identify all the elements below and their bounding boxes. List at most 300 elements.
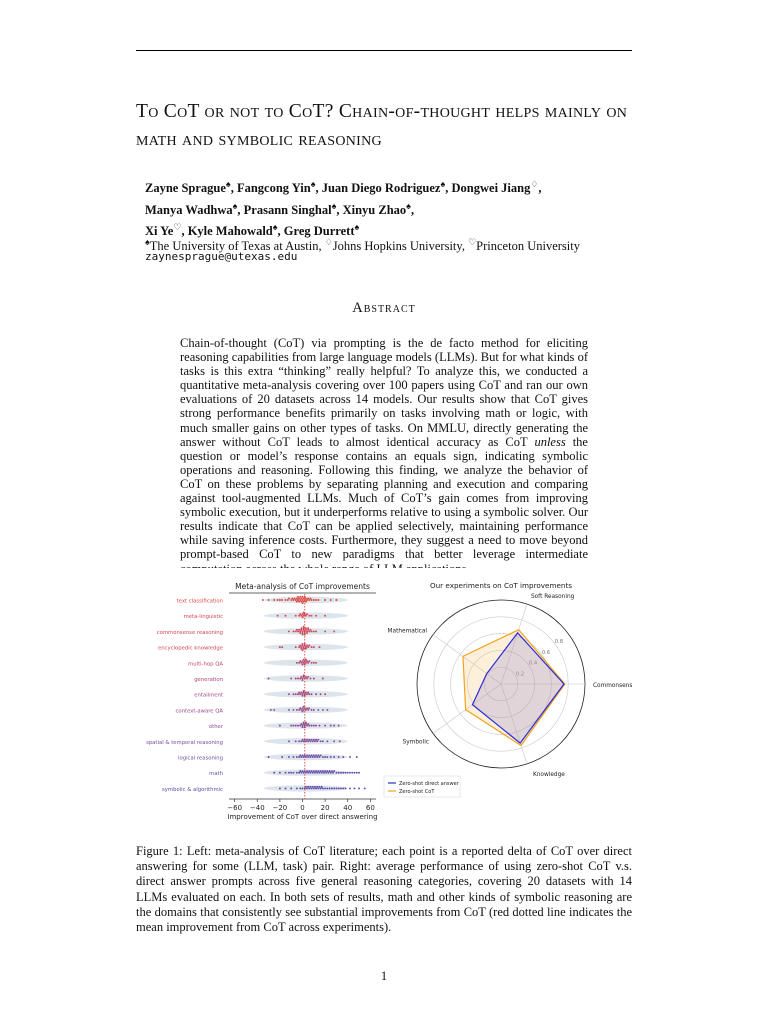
data-point bbox=[298, 740, 300, 742]
data-point bbox=[322, 678, 324, 680]
data-point bbox=[277, 615, 279, 617]
data-point bbox=[302, 770, 304, 772]
left-chart-title: Meta-analysis of CoT improvements bbox=[235, 582, 370, 591]
data-point bbox=[300, 772, 302, 774]
data-point bbox=[317, 599, 319, 601]
category-label: context-aware QA bbox=[175, 708, 223, 715]
data-point bbox=[279, 772, 281, 774]
data-point bbox=[287, 599, 289, 601]
data-point bbox=[306, 678, 308, 680]
data-point bbox=[303, 648, 305, 650]
data-point bbox=[306, 645, 308, 647]
figure-1 bbox=[134, 568, 632, 822]
data-point bbox=[302, 660, 304, 662]
data-point bbox=[300, 615, 302, 617]
abstract-emphasis: unless bbox=[534, 434, 566, 449]
data-point bbox=[317, 709, 319, 711]
data-point bbox=[305, 659, 307, 661]
data-point bbox=[311, 787, 313, 789]
data-point bbox=[315, 754, 317, 756]
data-point bbox=[299, 660, 301, 662]
data-point bbox=[324, 615, 326, 617]
data-point bbox=[329, 770, 331, 772]
data-point bbox=[281, 599, 283, 601]
data-point bbox=[305, 676, 307, 678]
data-point bbox=[315, 725, 317, 727]
author-separator: , bbox=[336, 202, 343, 217]
data-point bbox=[349, 772, 351, 774]
radar-tick-label: 0.8 bbox=[554, 639, 564, 646]
data-point bbox=[315, 787, 317, 789]
data-point bbox=[302, 599, 304, 601]
radar-tick-label: 0.4 bbox=[528, 660, 538, 667]
data-point bbox=[307, 709, 309, 711]
data-point bbox=[311, 754, 313, 756]
data-point bbox=[333, 725, 335, 727]
data-point bbox=[300, 692, 302, 694]
data-point bbox=[296, 629, 298, 631]
data-point bbox=[340, 772, 342, 774]
data-point bbox=[330, 599, 332, 601]
category-label: entailment bbox=[194, 692, 223, 699]
data-point bbox=[354, 772, 356, 774]
data-point bbox=[305, 648, 307, 650]
data-point bbox=[311, 725, 313, 727]
data-point bbox=[329, 787, 331, 789]
affiliation-mark: ♠ bbox=[145, 237, 150, 247]
data-point bbox=[305, 627, 307, 629]
data-point bbox=[338, 787, 340, 789]
data-point bbox=[299, 754, 301, 756]
data-point bbox=[331, 770, 333, 772]
data-point bbox=[295, 693, 297, 695]
data-point bbox=[315, 630, 317, 632]
data-point bbox=[326, 787, 328, 789]
data-point bbox=[324, 725, 326, 727]
data-point bbox=[313, 662, 315, 664]
data-point bbox=[316, 772, 318, 774]
data-point bbox=[285, 772, 287, 774]
author-name: Fangcong Yin bbox=[236, 181, 311, 196]
data-point bbox=[307, 740, 309, 742]
data-point bbox=[309, 597, 311, 599]
page-number: 1 bbox=[380, 969, 388, 983]
data-point bbox=[299, 645, 301, 647]
data-point bbox=[298, 597, 300, 599]
data-point bbox=[307, 676, 309, 678]
affiliation-mark: ♡ bbox=[468, 237, 477, 247]
author-separator: , bbox=[445, 181, 452, 196]
data-point bbox=[317, 787, 319, 789]
data-point bbox=[302, 739, 304, 741]
data-point bbox=[303, 626, 305, 628]
data-point bbox=[306, 770, 308, 772]
data-point bbox=[302, 616, 304, 618]
data-point bbox=[308, 787, 310, 789]
data-point bbox=[317, 754, 319, 756]
radar-axis-label: Knowledge bbox=[532, 771, 565, 778]
data-point bbox=[293, 599, 295, 601]
data-point bbox=[295, 630, 297, 632]
data-point bbox=[298, 646, 300, 648]
author-name: Manya Wadhwa bbox=[145, 202, 233, 217]
author-separator: , bbox=[538, 181, 542, 196]
data-point bbox=[305, 740, 307, 742]
data-point bbox=[302, 643, 304, 645]
data-point bbox=[338, 725, 340, 727]
data-point bbox=[299, 599, 301, 601]
author-separator: , bbox=[230, 181, 237, 196]
data-point bbox=[298, 629, 300, 631]
x-tick-label: 40 bbox=[343, 804, 353, 812]
data-point bbox=[302, 707, 304, 709]
data-point bbox=[313, 725, 315, 727]
author-name: Zayne Sprague bbox=[145, 181, 226, 196]
data-point bbox=[299, 678, 301, 680]
data-point bbox=[302, 754, 304, 756]
data-point bbox=[299, 787, 301, 789]
data-point bbox=[335, 599, 337, 601]
category-label: other bbox=[208, 724, 223, 731]
data-point bbox=[307, 692, 309, 694]
radar-axis-label: Mathematical bbox=[387, 628, 428, 635]
abstract-text-2: the question or model’s response contains an equals sign, indicating symbolic operations and reasoning. Following this finding, we analyze the behavior of CoT on these problems by separating planning and execution and comparing against tool-augmented LLMs. Much of CoT’s gain comes from improving symbolic execution, but it underperforms relative to using a symbolic solver. Our results indicate that CoT can be applied selectively, maintaining performance while saving inference costs. Furthermore, they suggest a need to move beyond prompt-based CoT to new paradigms that better leverage intermediate bbox=[180, 434, 588, 562]
author-list bbox=[145, 176, 625, 241]
data-point bbox=[317, 739, 319, 741]
data-point bbox=[305, 601, 307, 603]
data-point bbox=[345, 787, 347, 789]
data-point bbox=[319, 786, 321, 788]
data-point bbox=[333, 740, 335, 742]
data-point bbox=[300, 601, 302, 603]
data-point bbox=[315, 693, 317, 695]
data-point bbox=[319, 725, 321, 727]
data-point bbox=[351, 772, 353, 774]
data-point bbox=[302, 663, 304, 665]
data-point bbox=[288, 630, 290, 632]
data-point bbox=[297, 599, 299, 601]
data-point bbox=[309, 786, 311, 788]
category-label: commonsense reasoning bbox=[156, 629, 223, 636]
author-affiliation-mark: ♠ bbox=[406, 200, 411, 211]
data-point bbox=[273, 709, 275, 711]
data-point bbox=[302, 602, 304, 604]
data-point bbox=[296, 787, 298, 789]
data-point bbox=[313, 709, 315, 711]
data-point bbox=[332, 772, 334, 774]
data-point bbox=[279, 646, 281, 648]
data-point bbox=[299, 632, 301, 634]
data-point bbox=[299, 613, 301, 615]
data-point bbox=[342, 772, 344, 774]
data-point bbox=[313, 739, 315, 741]
x-tick-label: 60 bbox=[365, 804, 375, 812]
data-point bbox=[356, 756, 358, 758]
data-point bbox=[298, 772, 300, 774]
x-tick-label: 20 bbox=[320, 804, 330, 812]
data-point bbox=[311, 693, 313, 695]
data-point bbox=[331, 787, 333, 789]
data-point bbox=[324, 599, 326, 601]
data-point bbox=[306, 725, 308, 727]
data-point bbox=[319, 772, 321, 774]
data-point bbox=[295, 678, 297, 680]
data-point bbox=[307, 772, 309, 774]
data-point bbox=[335, 772, 337, 774]
data-point bbox=[279, 725, 281, 727]
data-point bbox=[297, 630, 299, 632]
data-point bbox=[308, 693, 310, 695]
data-point bbox=[342, 787, 344, 789]
data-point bbox=[300, 597, 302, 599]
author-affiliation-mark: ♠ bbox=[310, 179, 316, 189]
x-tick-label: 0 bbox=[300, 804, 305, 812]
data-point bbox=[308, 739, 310, 741]
data-point bbox=[349, 787, 351, 789]
data-point bbox=[302, 613, 304, 615]
data-point bbox=[295, 725, 297, 727]
x-tick-label: −20 bbox=[272, 804, 288, 812]
radar-axis-label: Commonsense bbox=[593, 683, 632, 689]
data-point bbox=[305, 709, 307, 711]
data-point bbox=[320, 787, 322, 789]
data-point bbox=[312, 756, 314, 758]
data-point bbox=[305, 615, 307, 617]
data-point bbox=[333, 770, 335, 772]
figure-1-svg bbox=[134, 568, 632, 822]
data-point bbox=[308, 770, 310, 772]
data-point bbox=[307, 756, 309, 758]
data-point bbox=[313, 646, 315, 648]
data-point bbox=[322, 709, 324, 711]
data-point bbox=[309, 629, 311, 631]
data-point bbox=[311, 770, 313, 772]
data-point bbox=[300, 709, 302, 711]
data-point bbox=[285, 599, 287, 601]
data-point bbox=[322, 740, 324, 742]
data-point bbox=[293, 756, 295, 758]
data-point bbox=[297, 678, 299, 680]
data-point bbox=[314, 740, 316, 742]
data-point bbox=[333, 756, 335, 758]
data-point bbox=[314, 786, 316, 788]
data-point bbox=[305, 786, 307, 788]
category-label: spatial & temporal reasoning bbox=[146, 739, 223, 746]
data-point bbox=[293, 772, 295, 774]
top-rule bbox=[136, 50, 632, 51]
data-point bbox=[349, 756, 351, 758]
abstract-body bbox=[180, 336, 588, 576]
affiliation-name: Princeton University bbox=[476, 239, 580, 254]
data-point bbox=[300, 676, 302, 678]
data-point bbox=[302, 695, 304, 697]
data-point bbox=[297, 693, 299, 695]
figure-caption: Figure 1: Left: meta-analysis of CoT literature; each point is a reported delta of CoT over direct answering for some (LLM, task) pair. Right: average performance of using zero-shot CoT v.s. direct answer prompts across five general reasoning categories, covering 20 datasets with 14 LLMs evaluated on each. In both sets of results, math and other kinds of symbolic reasoning are the domains that consistently see substantial improvements from CoT (red dotted line indicates the mean improvement from CoT across experiments). bbox=[136, 844, 632, 935]
data-point bbox=[298, 662, 300, 664]
category-label: math bbox=[209, 771, 223, 778]
author-name: Kyle Mahowald bbox=[187, 224, 273, 239]
right-chart-title: Our experiments on CoT improvements bbox=[429, 581, 573, 590]
author-separator: , bbox=[277, 224, 284, 239]
data-point bbox=[302, 634, 304, 636]
data-point bbox=[324, 787, 326, 789]
data-point bbox=[311, 630, 313, 632]
data-point bbox=[358, 787, 360, 789]
author-separator: , bbox=[315, 181, 322, 196]
data-point bbox=[288, 756, 290, 758]
data-point bbox=[306, 739, 308, 741]
author-affiliation-mark: ♠ bbox=[272, 222, 278, 233]
data-point bbox=[305, 662, 307, 664]
data-point bbox=[309, 740, 311, 742]
radar-tick-label: 0.6 bbox=[541, 649, 551, 656]
abstract-heading: Abstract bbox=[352, 300, 416, 316]
data-point bbox=[303, 756, 305, 758]
data-point bbox=[320, 770, 322, 772]
data-point bbox=[309, 772, 311, 774]
data-point bbox=[317, 770, 319, 772]
data-point bbox=[323, 772, 325, 774]
data-point bbox=[296, 601, 298, 603]
affiliation-name: The University of Texas at Austin, bbox=[149, 239, 325, 254]
data-point bbox=[270, 709, 272, 711]
x-tick-label: −40 bbox=[249, 804, 265, 812]
data-point bbox=[320, 693, 322, 695]
data-point bbox=[307, 723, 309, 725]
data-point bbox=[279, 599, 281, 601]
data-point bbox=[299, 770, 301, 772]
data-point bbox=[300, 648, 302, 650]
data-point bbox=[306, 754, 308, 756]
data-point bbox=[281, 756, 283, 758]
data-point bbox=[298, 692, 300, 694]
data-point bbox=[311, 646, 313, 648]
data-point bbox=[262, 599, 264, 601]
data-point bbox=[268, 678, 270, 680]
data-point bbox=[322, 756, 324, 758]
radar-tick-label: 0.2 bbox=[515, 671, 525, 678]
data-point bbox=[320, 740, 322, 742]
data-point bbox=[311, 709, 313, 711]
data-point bbox=[303, 740, 305, 742]
data-point bbox=[311, 739, 313, 741]
data-point bbox=[294, 597, 296, 599]
x-axis-label: Improvement of CoT over direct answering bbox=[227, 813, 378, 821]
data-point bbox=[325, 772, 327, 774]
data-point bbox=[309, 678, 311, 680]
data-point bbox=[330, 756, 332, 758]
data-point bbox=[312, 786, 314, 788]
data-point bbox=[347, 772, 349, 774]
data-point bbox=[321, 786, 323, 788]
data-point bbox=[290, 725, 292, 727]
author-name: Dongwei Jiang bbox=[451, 181, 531, 196]
data-point bbox=[312, 740, 314, 742]
category-label: logical reasoning bbox=[178, 755, 223, 762]
author-affiliation-mark: ♠ bbox=[225, 179, 231, 189]
data-point bbox=[313, 787, 315, 789]
data-point bbox=[285, 615, 287, 617]
data-point bbox=[324, 756, 326, 758]
data-point bbox=[330, 725, 332, 727]
data-point bbox=[313, 754, 315, 756]
data-point bbox=[319, 646, 321, 648]
data-point bbox=[315, 615, 317, 617]
data-point bbox=[345, 772, 347, 774]
data-point bbox=[324, 770, 326, 772]
data-point bbox=[288, 597, 290, 599]
data-point bbox=[354, 787, 356, 789]
data-point bbox=[306, 613, 308, 615]
data-point bbox=[305, 756, 307, 758]
data-point bbox=[308, 725, 310, 727]
data-point bbox=[333, 787, 335, 789]
data-point bbox=[295, 740, 297, 742]
data-point bbox=[305, 721, 307, 723]
data-point bbox=[313, 678, 315, 680]
data-point bbox=[302, 711, 304, 713]
category-label: meta-linguistic bbox=[183, 614, 223, 621]
data-point bbox=[273, 599, 275, 601]
affiliation-name: Johns Hopkins University, bbox=[332, 239, 469, 254]
data-point bbox=[306, 707, 308, 709]
data-point bbox=[285, 787, 287, 789]
data-point bbox=[316, 786, 318, 788]
radar-axis-label: Soft Reasoning bbox=[530, 594, 575, 601]
data-point bbox=[314, 756, 316, 758]
data-point bbox=[308, 645, 310, 647]
data-point bbox=[302, 787, 304, 789]
data-point bbox=[338, 772, 340, 774]
data-point bbox=[313, 770, 315, 772]
author-separator: , bbox=[181, 224, 188, 239]
author-email: zaynesprague@utexas.edu bbox=[145, 250, 298, 263]
data-point bbox=[315, 599, 317, 601]
data-point bbox=[307, 597, 309, 599]
data-point bbox=[293, 725, 295, 727]
data-point bbox=[340, 787, 342, 789]
data-point bbox=[316, 740, 318, 742]
data-point bbox=[315, 662, 317, 664]
data-point bbox=[296, 756, 298, 758]
data-point bbox=[326, 740, 328, 742]
data-point bbox=[293, 709, 295, 711]
data-point bbox=[298, 756, 300, 758]
data-point bbox=[324, 693, 326, 695]
data-point bbox=[288, 693, 290, 695]
data-point bbox=[290, 678, 292, 680]
data-point bbox=[358, 772, 360, 774]
data-point bbox=[313, 599, 315, 601]
data-point bbox=[364, 787, 366, 789]
data-point bbox=[308, 630, 310, 632]
author-name: Greg Durrett bbox=[283, 224, 355, 239]
data-point bbox=[335, 787, 337, 789]
data-point bbox=[279, 787, 281, 789]
data-point bbox=[315, 770, 317, 772]
data-point bbox=[296, 662, 298, 664]
data-point bbox=[302, 596, 304, 598]
data-point bbox=[300, 740, 302, 742]
data-point bbox=[330, 772, 332, 774]
data-point bbox=[298, 615, 300, 617]
abstract-text-1: Chain-of-thought (CoT) via prompting is the de facto method for eliciting reasoning capabilities from large language models (LLMs). But for what kinds of tasks is this extra “thinking” really helpful? To analyze this, we conducted a quantitative meta-analysis covering over 100 papers using CoT and ran our own evaluations of 20 datasets across 14 models. Our results show that CoT gives strong performance benefits primarily on tasks involving math or logic, with much smaller gains on other types of tasks. On MMLU, directly generating the answer without CoT leads to almost identical accuracy as CoT bbox=[180, 336, 588, 449]
author-name: Prasann Singhal bbox=[243, 202, 332, 217]
author-name: Xi Ye bbox=[145, 224, 174, 239]
data-point bbox=[314, 772, 316, 774]
data-point bbox=[273, 772, 275, 774]
data-point bbox=[339, 740, 341, 742]
